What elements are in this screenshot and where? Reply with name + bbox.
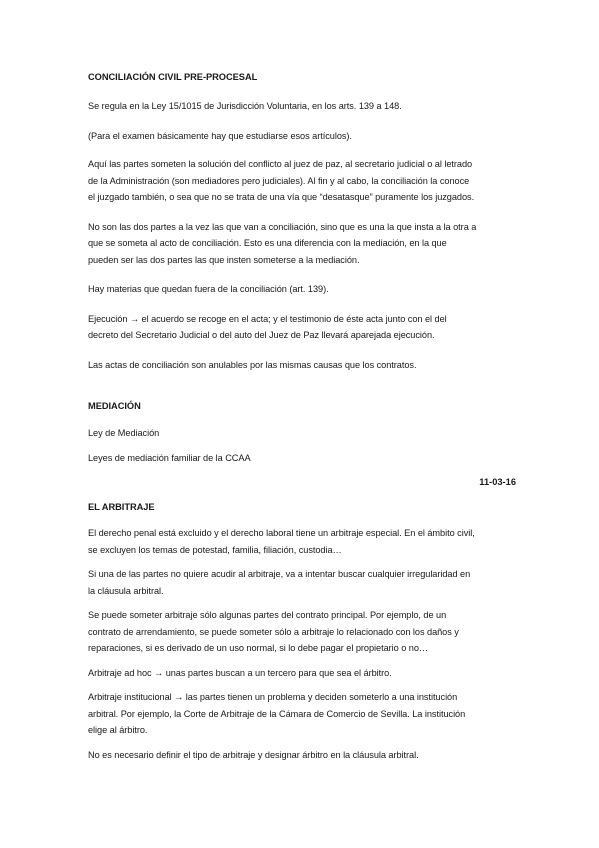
paragraph xyxy=(88,525,516,558)
paragraph-line: la cláusula arbitral. xyxy=(88,585,164,596)
paragraph: Arbitraje ad hoc → unas partes buscan a un tercero para que sea el árbitro. xyxy=(88,667,392,678)
section-heading-arbitraje: EL ARBITRAJE xyxy=(88,502,155,512)
paragraph xyxy=(88,156,516,206)
section-heading-conciliacion: CONCILIACIÓN CIVIL PRE-PROCESAL xyxy=(88,72,258,82)
paragraph-line: El derecho penal está excluido y el derecho laboral tiene un arbitraje especial. En el ámbito civil, xyxy=(88,528,475,538)
paragraph-line: No son las dos partes a la vez las que van a conciliación, sino que es una la que insta a la otra a xyxy=(88,221,477,232)
paragraph: Leyes de mediación familiar de la CCAA xyxy=(88,452,251,463)
paragraph-line: contrato de arrendamiento, se puede someter sólo a arbitraje lo relacionado con los daños y xyxy=(88,626,459,637)
paragraph xyxy=(88,219,516,269)
paragraph-line: decreto del Secretario Judicial o del auto del Juez de Paz llevará aparejada ejecución. xyxy=(88,330,435,340)
date-label: 11-03-16 xyxy=(479,477,516,487)
paragraph: Las actas de conciliación son anulables por las mismas causas que los contratos. xyxy=(88,359,417,370)
paragraph-line: Ejecución → el acuerdo se recoge en el acta; y el testimonio de éste acta junto con el del xyxy=(88,313,447,324)
paragraph-line: Aquí las partes someten la solución del conflicto al juez de paz, al secretario judicial o al letrado xyxy=(88,159,473,169)
document-body xyxy=(88,64,516,763)
paragraph-line: Arbitraje institucional → las partes tienen un problema y deciden someterlo a una institución xyxy=(88,692,458,702)
paragraph-line: se excluyen los temas de potestad, familia, filiación, custodia… xyxy=(88,544,342,555)
paragraph xyxy=(88,689,516,739)
paragraph-line: Se puede someter arbitraje sólo algunas partes del contrato principal. Por ejemplo, de un xyxy=(88,610,447,620)
paragraph: Se regula en la Ley 15/1015 de Jurisdicción Voluntaria, en los arts. 139 a 148. xyxy=(88,101,402,111)
paragraph-line: reparaciones, si es derivado de un uso normal, si lo debe pagar el propietario o no… xyxy=(88,643,429,653)
paragraph-line: de la Administración (son mediadores pero judiciales). Al fin y al cabo, la conciliación la conoce xyxy=(88,175,470,186)
paragraph xyxy=(88,566,516,599)
paragraph xyxy=(88,607,516,657)
paragraph: No es necesario definir el tipo de arbitraje y designar árbitro en la cláusula arbitral. xyxy=(88,749,419,760)
paragraph-line: el juzgado también, o sea que no se trata de una vía que “desatasque” puramente los juzgados. xyxy=(88,192,475,202)
paragraph-line: Si una de las partes no quiere acudir al arbitraje, va a intentar buscar cualquier irregularidad en xyxy=(88,569,471,579)
paragraph-line: elige al árbitro. xyxy=(88,725,148,735)
section-heading-mediacion: MEDIACIÓN xyxy=(88,401,141,411)
paragraph-line: arbitral. Por ejemplo, la Corte de Arbitraje de la Cámara de Comercio de Sevilla. La institución xyxy=(88,708,466,719)
paragraph-line: que se someta al acto de conciliación. Esto es una diferencia con la mediación, en la que xyxy=(88,238,447,248)
paragraph-line: pueden ser las dos partes las que insten someterse a la mediación. xyxy=(88,254,360,265)
paragraph: Ley de Mediación xyxy=(88,428,160,438)
paragraph xyxy=(88,311,516,344)
paragraph: Hay materias que quedan fuera de la conciliación (art. 139). xyxy=(88,284,329,294)
paragraph: (Para el examen básicamente hay que estudiarse esos artículos). xyxy=(88,130,352,141)
